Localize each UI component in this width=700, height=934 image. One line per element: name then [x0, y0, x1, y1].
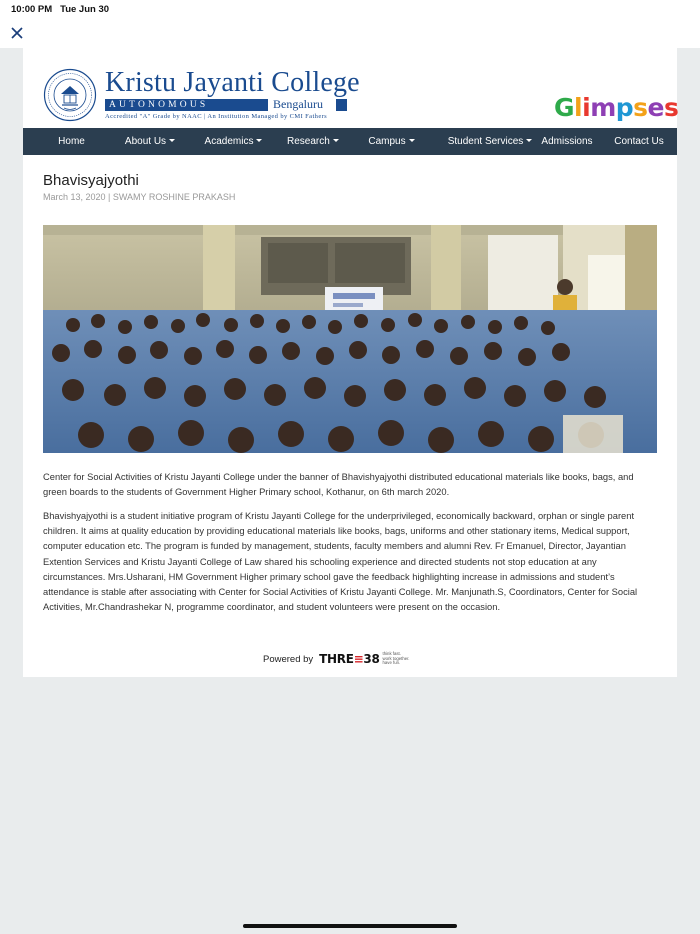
glimpses-letter: p [615, 93, 634, 122]
powered-by-label: Powered by [263, 653, 314, 665]
article-page [23, 48, 677, 677]
tagline-line: work together. [382, 655, 410, 661]
nav-home[interactable] [23, 128, 120, 155]
tagline-line: think fast. [382, 650, 401, 656]
event-photo [43, 225, 657, 453]
nav-label: Admissions [541, 136, 593, 147]
nav-admissions[interactable] [533, 128, 601, 155]
nav-label: About Us [124, 136, 167, 147]
event-photo-illustration [43, 225, 657, 453]
glimpses-letter: m [590, 93, 616, 122]
status-time [11, 4, 109, 15]
status-clock: 10:00 PM [11, 4, 53, 15]
status-bar [0, 0, 700, 48]
nav-about-us[interactable] [120, 128, 180, 155]
nav-student-services[interactable] [447, 128, 533, 155]
nav-label: Student Services [447, 136, 524, 147]
post-title: Bhavisyajyothi [43, 172, 139, 189]
home-indicator[interactable] [243, 924, 457, 928]
glimpses-letter: i [582, 93, 591, 122]
tagline-line: have fun. [382, 660, 401, 666]
autonomous-label: AUTONOMOUS [105, 99, 268, 111]
three38-part2: 38 [363, 652, 380, 666]
nav-campus[interactable] [336, 128, 447, 155]
glimpses-letter: l [574, 93, 583, 122]
city-accent-bar [336, 99, 347, 111]
three38-mark: ≡ [353, 652, 364, 666]
three38-tagline [383, 652, 410, 666]
close-icon[interactable] [8, 24, 26, 42]
status-date: Tue Jun 30 [60, 4, 110, 15]
powered-by-footer[interactable] [263, 650, 410, 668]
caret-down-icon [169, 139, 175, 142]
caret-down-icon [409, 139, 415, 142]
caret-down-icon [256, 139, 262, 142]
college-city: Bengaluru [273, 97, 323, 111]
nav-label: Contact Us [614, 136, 664, 147]
caret-down-icon [526, 139, 532, 142]
college-logo[interactable] [43, 66, 360, 124]
nav-label: Academics [204, 136, 254, 147]
nav-academics[interactable] [180, 128, 287, 155]
post-paragraph-2: Bhavishyajyothi is a student initiative program of Kristu Jayanti College for the underprivileged, economically backward, orphan or single parent children. It aims at quality education by providing educational materials like books, bags, uniforms and other stationary items, Medical support, computer education etc. The program is funded by management, students, faculty members and alumni Rev. Fr Emanuel, Director, Jayantian Extention Services and Kristu Jayanti College of Law shared his schooling experience and directed students not stop education at any circumstances. Mrs.Usharani, HM Government Higher primary school gave the feedback highlighting increase in admissions and student’s attendance is stable after associating with Center for Social Activities of Kristu Jayanti College. Mr. Manjunath.S, Coordinators, Center for Social Activities, Mr.Chandrashekar N, programme coordinator, and student volunteers were present on the occasion. [43, 511, 638, 613]
accreditation-line: Accredited "A" Grade by NAAC | An Institution Managed by CMI Fathers [105, 113, 328, 120]
college-name: Kristu Jayanti College [105, 67, 360, 98]
glimpses-logo[interactable] [554, 93, 678, 122]
nav-label: Campus [368, 136, 406, 147]
college-seal-icon [43, 68, 97, 122]
glimpses-letter: e [647, 93, 665, 122]
three38-logo [319, 652, 379, 666]
nav-label: Home [58, 136, 85, 147]
post-meta: March 13, 2020 | SWAMY ROSHINE PRAKASH [43, 192, 236, 202]
nav-contact-us[interactable] [601, 128, 677, 155]
nav-research[interactable] [287, 128, 336, 155]
three38-part1: THRE [319, 652, 354, 666]
glimpses-letter: s [633, 93, 648, 122]
main-nav [23, 128, 677, 155]
glimpses-letter: G [554, 93, 575, 122]
nav-label: Research [287, 136, 330, 147]
glimpses-letter: s [664, 93, 679, 122]
post-paragraph-1: Center for Social Activities of Kristu Jayanti College under the banner of Bhavishyajyothi distributed educational materials like books, bags, and green boards to the students of Government Higher Primary school, Kothanur, on 6th march 2020. [43, 472, 634, 498]
